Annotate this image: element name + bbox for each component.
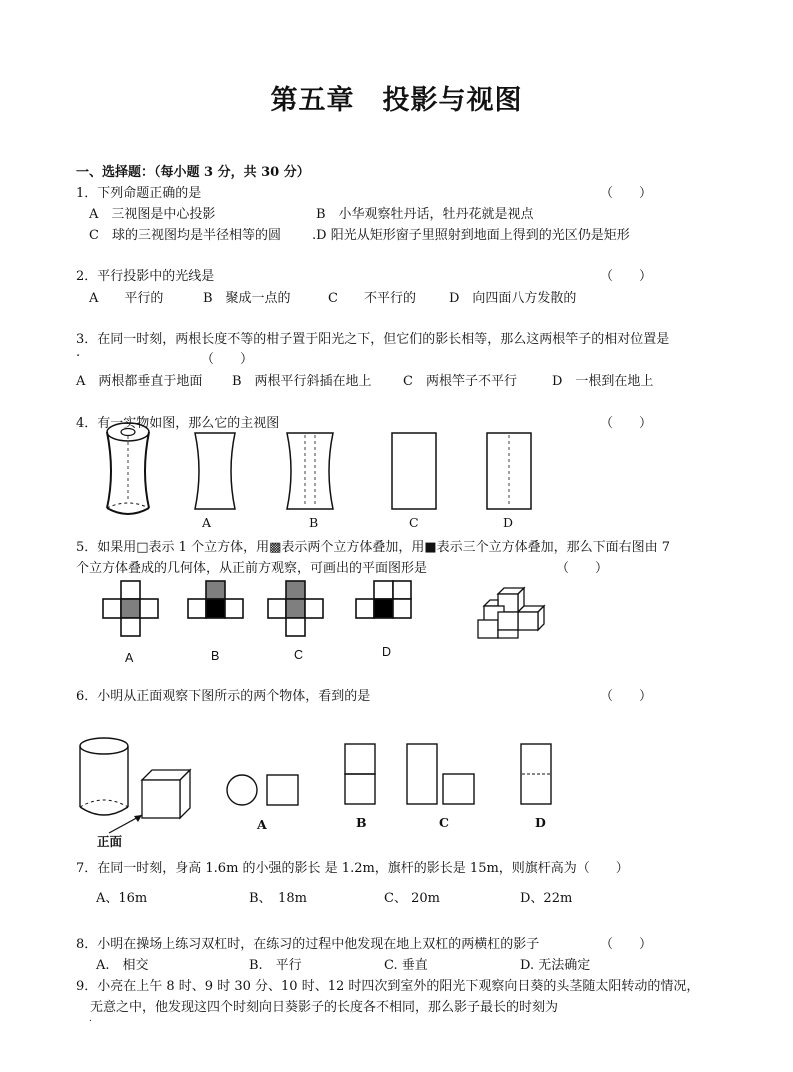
q8-option-a: A. 相交 [96, 958, 149, 973]
q4-answer-paren: （ ） [600, 416, 653, 431]
q8-option-b: B. 平行 [249, 958, 302, 973]
q2-option-d: D 向四面八方发散的 [449, 291, 577, 306]
q4-option-b-figure [283, 430, 337, 512]
q5-answer-paren: （ ） [556, 561, 609, 576]
q6-cylinder-cube-figure [76, 735, 196, 835]
q6-label-a: A [257, 817, 267, 832]
q3-option-a: A 两根都垂直于地面 [76, 374, 203, 389]
q6-option-c-figure [404, 742, 478, 806]
q4-option-d-figure [484, 430, 534, 512]
q9-stem-line2: 无意之中，他发现这四个时刻向日葵影子的长度各不相同，那么影子最长的时刻为 [90, 1000, 559, 1015]
q5-cube-stack-figure [472, 576, 552, 642]
q5-label-c: C [294, 648, 304, 662]
q1-option-d: .D 阳光从矩形窗子里照射到地面上得到的光区仍是矩形 [312, 228, 630, 243]
q6-option-d-figure [518, 742, 554, 806]
q6-stem: 6．小明从正面观察下图所示的两个物体，看到的是 [76, 689, 371, 704]
q8-option-d: D. 无法确定 [520, 958, 591, 973]
q5-option-a-figure [102, 580, 160, 638]
q2-option-c: C 不平行的 [328, 291, 416, 306]
q6-label-b: B [356, 815, 367, 830]
q5-stem-line2: 个立方体叠成的几何体，从正前方观察，可画出的平面图形是 [76, 561, 428, 576]
q2-answer-paren: （ ） [600, 269, 653, 284]
q4-option-a-figure [190, 430, 240, 512]
q5-option-d-figure [355, 580, 413, 620]
q6-label-c: C [439, 815, 449, 830]
q4-label-c: C [409, 515, 419, 530]
q7-option-b: B、 18m [249, 891, 307, 906]
q1-option-a: A 三视图是中心投影 [89, 207, 216, 222]
q5-label-b: B [211, 649, 220, 663]
q3-stem: 3．在同一时刻，两根长度不等的柑子置于阳光之下，但它们的影长相等，那么这两根竿子的相对位置是 [76, 332, 670, 347]
q4-label-b: B [309, 515, 319, 530]
q4-option-c-figure [389, 430, 439, 512]
q5-label-d: D [382, 645, 392, 659]
q2-option-a: A 平行的 [89, 291, 164, 306]
q3-stray-dot: . [76, 345, 81, 360]
q5-option-c-figure [267, 580, 325, 638]
q1-stem: 1．下列命题正确的是 [76, 186, 202, 201]
q5-stem-line1: 5．如果用□表示 1 个立方体，用▩表示两个立方体叠加，用■表示三个立方体叠加，那么下面右图由 7 [76, 540, 671, 555]
q6-front-label: 正面 [97, 835, 123, 849]
q1-option-c: C 球的三视图均是半径相等的圆 [89, 228, 281, 243]
q7-stem: 7．在同一时刻，身高 1.6m 的小强的影长 是 1.2m，旗杆的影长是 15m，则旗杆高为（ ） [76, 861, 629, 876]
q1-option-b: B 小华观察牡丹话，牡丹花就是视点 [316, 207, 534, 222]
q7-option-a: A、16m [96, 891, 148, 906]
q1-answer-paren: （ ） [600, 186, 653, 201]
q2-stem: 2．平行投影中的光线是 [76, 269, 215, 284]
q3-option-c: C 两根竿子不平行 [403, 374, 517, 389]
q6-label-d: D [535, 815, 546, 830]
q4-label-d: D [503, 515, 514, 530]
q5-label-a: A [125, 651, 134, 665]
q9-stray-dot: . [89, 1014, 92, 1024]
q3-answer-paren: （ ） [201, 352, 254, 367]
q6-option-a-figure [224, 772, 304, 808]
q2-option-b: B 聚成一点的 [203, 291, 291, 306]
q9-stem-line1: 9．小亮在上午 8 时、9 时 30 分、10 时、12 时四次到室外的阳光下观察向日葵的头茎随太阳转动的情况， [76, 979, 700, 994]
q8-stem: 8．小明在操场上练习双杠时，在练习的过程中他发现在地上双杠的两横杠的影子 [76, 937, 540, 952]
q7-option-c: C、 20m [384, 891, 440, 906]
page-title: 第五章 投影与视图 [270, 85, 523, 116]
q7-option-d: D、22m [520, 891, 573, 906]
q3-option-b: B 两根平行斜插在地上 [232, 374, 372, 389]
q4-object-figure [100, 420, 160, 520]
q8-answer-paren: （ ） [600, 937, 653, 952]
section-heading: 一、选择题：（每小题 3 分，共 30 分） [76, 165, 310, 180]
q4-stem: 4．有一实物如图，那么它的主视图 [76, 416, 280, 431]
q6-answer-paren: （ ） [600, 689, 653, 704]
q6-option-b-figure [342, 742, 378, 806]
q3-option-d: D 一根到在地上 [552, 374, 654, 389]
q8-option-c: C. 垂直 [384, 958, 428, 973]
q4-label-a: A [202, 515, 212, 530]
q5-option-b-figure [187, 580, 245, 620]
